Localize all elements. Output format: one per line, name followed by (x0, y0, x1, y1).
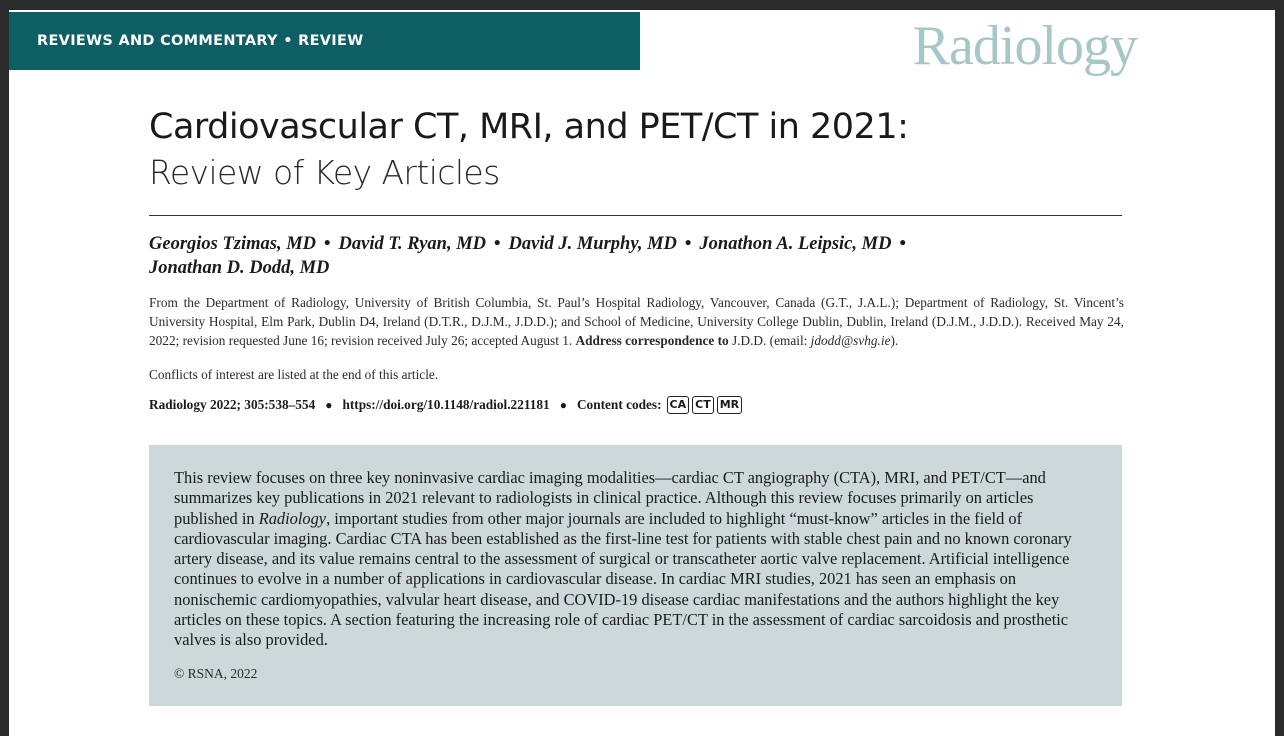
correspondence-label: Address correspondence to (575, 333, 729, 348)
author: Jonathon A. Leipsic, MD (699, 234, 892, 254)
affiliation-text: From the Department of Radiology, University of British Columbia, St. Paul’s Hospital Radiology, Vancouver, Canada (G.T., J.A.L.); Department of Radiology, St. Vincent’s University Hospital, Elm Park, Dublin D4, Ireland (D.T.R., D.J.M., J.D.D.); and School of Medicine, University College Dublin, Dublin, Ireland (D.J.M., J.D.D.). Received May 24, 2022; revision requested June 16; revision received July 26; accepted August 1. (149, 295, 1124, 348)
content-codes-label: Content codes: (576, 397, 662, 412)
copyright: © RSNA, 2022 (174, 666, 258, 681)
article-subtitle: Review of Key Articles (149, 153, 500, 192)
page (9, 10, 1275, 736)
section-banner (9, 12, 640, 70)
journal-name-italic: Radiology (258, 508, 327, 528)
journal-logo: Radiology (912, 15, 1137, 77)
citation-separator: ● (559, 397, 567, 412)
affiliations (149, 293, 1124, 350)
doi-link[interactable]: https://doi.org/10.1148/radiol.221181 (342, 397, 550, 412)
correspondence-email[interactable]: jdodd@svhg.ie (810, 333, 891, 348)
conflicts-note: Conflicts of interest are listed at the end of this article. (149, 367, 439, 382)
article-title: Cardiovascular CT, MRI, and PET/CT in 2021: (149, 107, 909, 147)
author-separator: • (324, 234, 331, 254)
section-label: REVIEWS AND COMMENTARY • REVIEW (37, 33, 364, 49)
content-code-badge: CT (692, 396, 714, 414)
author-separator: • (494, 234, 501, 254)
abstract-part: This review focuses on three key noninvasive cardiac imaging modalities—cardiac CT angiography (CTA), MRI, and PET/CT—and summarizes key publications in 2021 relevant to radiologists in clinical practice. Although this review focuses primarily on articles published in (174, 468, 1046, 528)
citation-separator: ● (325, 397, 333, 412)
citation-line (149, 396, 742, 414)
correspondence-suffix: ). (890, 333, 899, 348)
author: David T. Ryan, MD (338, 234, 487, 254)
citation-text: Radiology 2022; 305:538–554 (149, 397, 316, 412)
author-separator: • (684, 234, 692, 254)
author-list (149, 232, 1109, 280)
abstract-box (149, 445, 1122, 706)
author: Georgios Tzimas, MD (149, 234, 317, 254)
abstract-part: , important studies from other major journals are included to highlight “must-know” articles in the field of cardiovascular imaging. Cardiac CTA has been established as the first-line test for patients with stable chest pain and no known coronary artery disease, and its value remains central to the assessment of surgical or transcatheter aortic valve replacement. Artificial intelligence continues to evolve in a number of applications in cardiovascular disease. In cardiac MRI studies, 2021 has seen an emphasis on nonischemic cardiomyopathies, valvular heart disease, and COVID-19 disease cardiac manifestations and the authors highlight the key articles on these topics. A section featuring the increasing role of cardiac PET/CT in the assessment of cardiac sarcoidosis and prosthetic valves is also provided. (174, 508, 1072, 650)
correspondence-prefix: J.D.D. (email: (728, 333, 811, 348)
author: David J. Murphy, MD (508, 234, 677, 254)
title-divider (149, 215, 1122, 216)
content-code-badge: CA (667, 396, 690, 414)
content-code-badge: MR (717, 396, 742, 414)
abstract-text (174, 468, 1094, 651)
author: Jonathan D. Dodd, MD (149, 258, 330, 278)
author-separator: • (899, 234, 906, 254)
